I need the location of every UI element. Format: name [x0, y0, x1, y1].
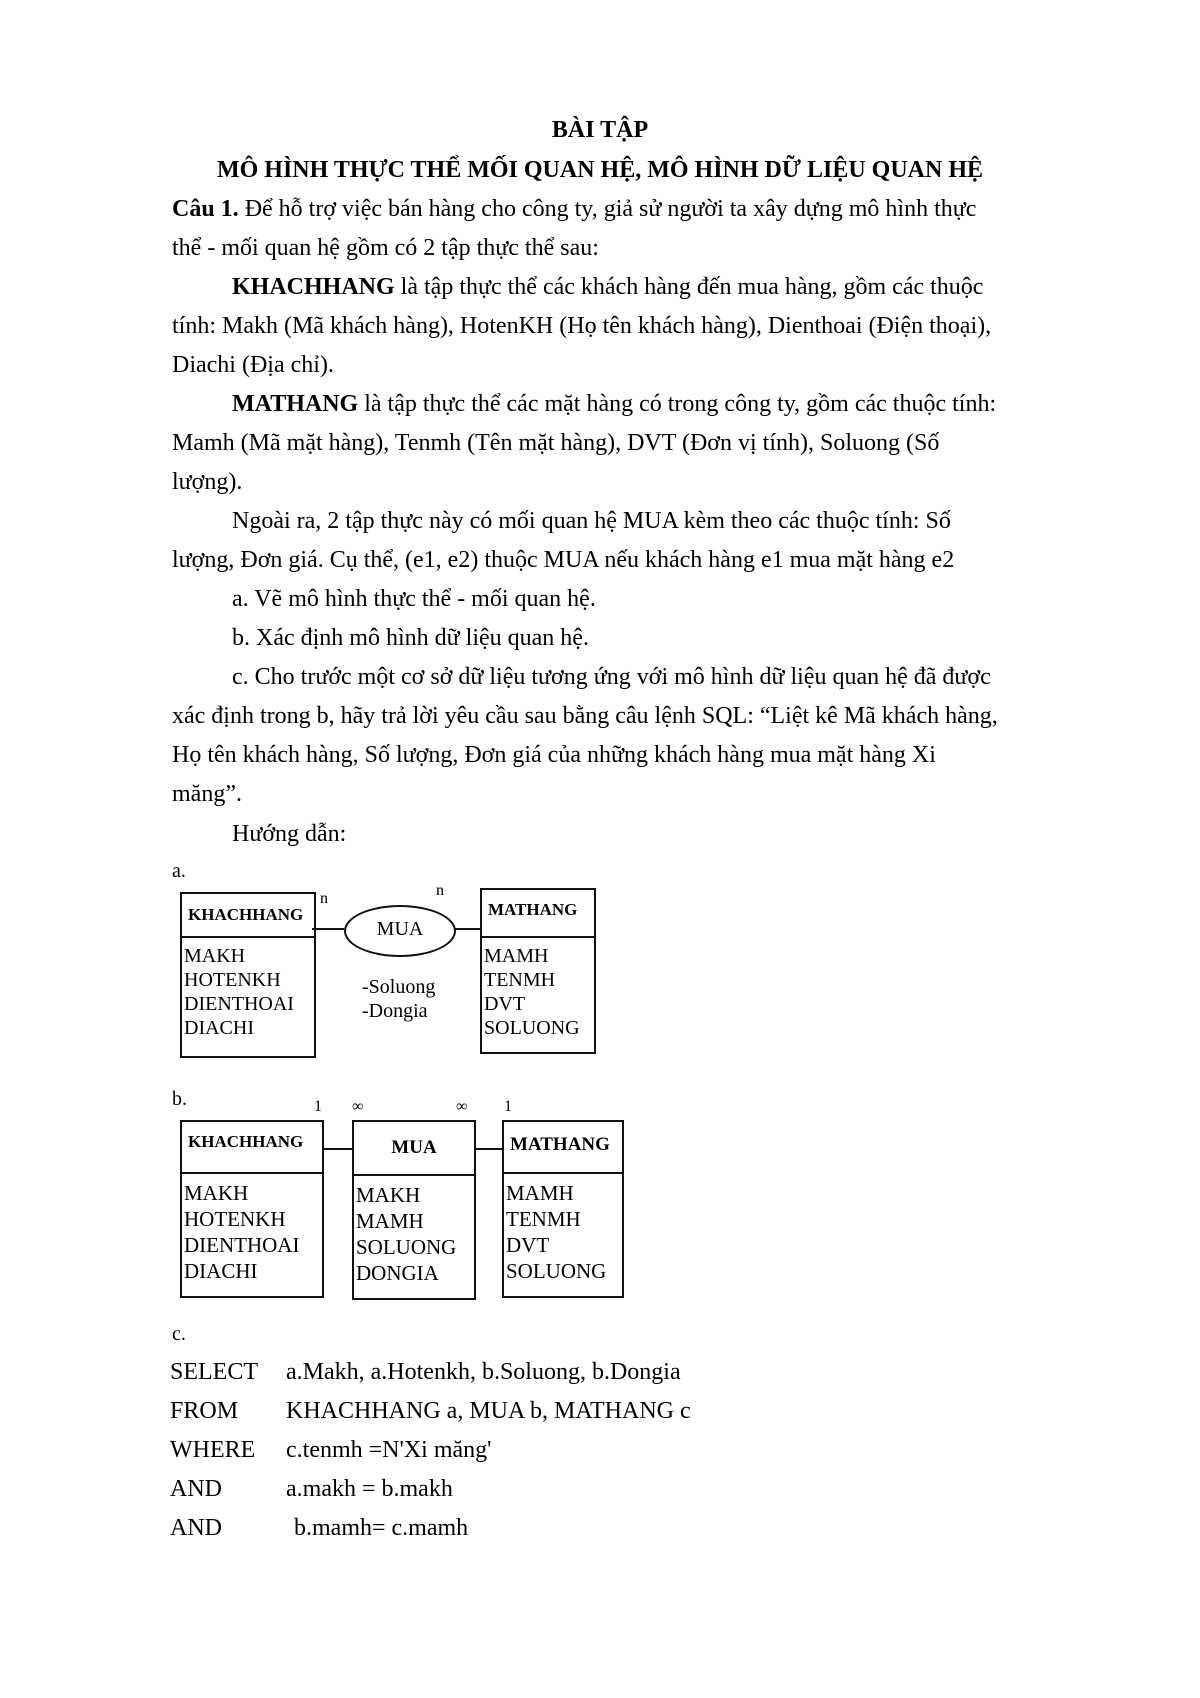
rel-table-mathang-name: MATHANG [504, 1122, 622, 1174]
sql-line-where: WHERE c.tenmh =N'Xi măng' [170, 1437, 492, 1463]
relation-desc-line-1: Ngoài ra, 2 tập thực này có mối quan hệ MUA kèm theo các thuộc tính: Số [232, 508, 951, 534]
er-card-left: n [320, 890, 328, 907]
khachhang-desc-line-1: KHACHHANG là tập thực thể các khách hàng đến mua hàng, gồm các thuộc [232, 274, 984, 300]
diagram-b-label: b. [172, 1088, 187, 1110]
rel-card-1: 1 [314, 1098, 322, 1115]
sql-label: c. [172, 1323, 186, 1345]
er-entity-mathang [480, 888, 596, 1054]
sql-line-select: SELECT a.Makh, a.Hotenkh, b.Soluong, b.Dongia [170, 1359, 681, 1385]
sql-line-and-1: AND a.makh = b.makh [170, 1476, 453, 1502]
er-connector-right [454, 928, 480, 930]
rel-table-mathang [502, 1120, 624, 1298]
task-c-line-3: Họ tên khách hàng, Số lượng, Đơn giá của những khách hàng mua mặt hàng Xi [172, 742, 936, 768]
task-c-line-2: xác định trong b, hãy trả lời yêu cầu sau bằng câu lệnh SQL: “Liệt kê Mã khách hàng, [172, 703, 998, 729]
er-card-right: n [436, 882, 444, 899]
rel-card-4: 1 [504, 1098, 512, 1115]
rel-table-khachhang [180, 1120, 324, 1298]
rel-table-mua-name: MUA [354, 1122, 474, 1176]
rel-table-khachhang-attrs: MAKH HOTENKH DIENTHOAI DIACHI [184, 1181, 300, 1283]
sql-line-and-2: AND b.mamh= c.mamh [170, 1515, 469, 1541]
rel-card-2: ∞ [352, 1098, 364, 1115]
er-entity-khachhang [180, 892, 316, 1058]
er-relation-mua [344, 905, 456, 957]
er-entity-khachhang-name: KHACHHANG [182, 894, 314, 938]
question-intro-line-2: thể - mối quan hệ gồm có 2 tập thực thể sau: [172, 235, 599, 261]
page-title: BÀI TẬP [551, 117, 649, 143]
sql-line-from: FROM KHACHHANG a, MUA b, MATHANG c [170, 1398, 691, 1424]
task-c-line-1: c. Cho trước một cơ sở dữ liệu tương ứng với mô hình dữ liệu quan hệ đã được [232, 664, 991, 690]
er-entity-mathang-name: MATHANG [482, 890, 594, 938]
er-relation-attrs: -Soluong -Dongia [362, 976, 436, 1022]
task-c-line-4: măng”. [172, 781, 242, 807]
relation-desc-line-2: lượng, Đơn giá. Cụ thể, (e1, e2) thuộc MUA nếu khách hàng e1 mua mặt hàng e2 [172, 547, 955, 573]
rel-table-mua-attrs: MAKH MAMH SOLUONG DONGIA [356, 1183, 457, 1285]
rel-table-mathang-attrs: MAMH TENMH DVT SOLUONG [506, 1181, 607, 1283]
mathang-desc-line-1: MATHANG là tập thực thể các mặt hàng có trong công ty, gồm các thuộc tính: [232, 391, 997, 417]
er-relation-mua-name: MUA [376, 918, 424, 940]
khachhang-desc-line-3: Diachi (Địa chỉ). [172, 352, 334, 378]
task-a: a. Vẽ mô hình thực thể - mối quan hệ. [232, 586, 596, 612]
task-b: b. Xác định mô hình dữ liệu quan hệ. [232, 625, 589, 651]
rel-table-khachhang-name: KHACHHANG [182, 1122, 322, 1174]
guide-heading: Hướng dẫn: [232, 821, 347, 847]
er-connector-left [312, 928, 344, 930]
rel-card-3: ∞ [456, 1098, 468, 1115]
diagram-a-label: a. [172, 860, 186, 882]
mathang-desc-line-3: lượng). [172, 469, 243, 495]
er-entity-mathang-attrs: MAMH TENMH DVT SOLUONG [484, 945, 580, 1039]
rel-table-mua [352, 1120, 476, 1300]
khachhang-desc-line-2: tính: Makh (Mã khách hàng), HotenKH (Họ tên khách hàng), Dienthoai (Điện thoại), [172, 313, 992, 339]
mathang-desc-line-2: Mamh (Mã mặt hàng), Tenmh (Tên mặt hàng), DVT (Đơn vị tính), Soluong (Số [172, 430, 940, 456]
rel-connector-left [322, 1148, 352, 1150]
page-subtitle: MÔ HÌNH THỰC THỂ MỐI QUAN HỆ, MÔ HÌNH DỮ LIỆU QUAN HỆ [216, 157, 984, 183]
er-entity-khachhang-attrs: MAKH HOTENKH DIENTHOAI DIACHI [184, 945, 294, 1039]
rel-connector-right [474, 1148, 502, 1150]
question-intro-line-1: Câu 1. Để hỗ trợ việc bán hàng cho công ty, giả sử người ta xây dựng mô hình thực [172, 196, 977, 222]
question-label: Câu 1. [172, 196, 239, 222]
